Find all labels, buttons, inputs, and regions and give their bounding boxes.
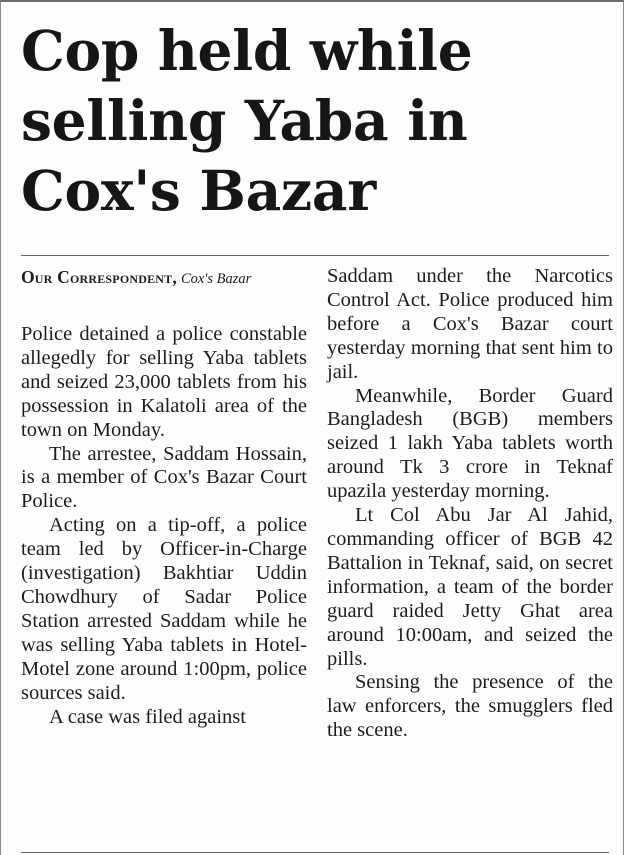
headline: Cop held while selling Yaba in Cox's Bazar — [21, 18, 473, 223]
article-paragraph: Lt Col Abu Jar Al Jahid, commanding officer of BGB 42 Battalion in Teknaf, said, on secret information, a team of the border guard raided Jetty Ghat area around 10:00am, and seized the pills. — [327, 504, 613, 670]
article-paragraph: The arrestee, Saddam Hossain, is a member of Cox's Bazar Court Police. — [21, 442, 307, 513]
article-paragraph: Saddam under the Narcotics Control Act. Police produced him before a Cox's Bazar court yesterday morning that sent him to jail. — [327, 265, 613, 383]
byline-name: Our Correspondent, — [21, 267, 177, 287]
article-paragraph: Meanwhile, Border Guard Bangladesh (BGB) members seized 1 lakh Yaba tablets worth around Tk 3 crore in Teknaf upazila yesterday morning. — [327, 384, 613, 503]
article-paragraph: Acting on a tip-off, a police team led by Officer-in-Charge (investigation) Bakhtiar Uddin Chowdhury of Sadar Police Station arrested Saddam while he was selling Yaba tablets in Hotel-Motel zone around 1:00pm, police sources said. — [21, 514, 307, 704]
byline — [21, 267, 307, 289]
article-paragraph: Sensing the presence of the law enforcers, the smugglers fled the scene. — [327, 671, 613, 742]
article-column-right — [327, 265, 613, 743]
article-paragraph: A case was filed against — [49, 705, 246, 728]
byline-place: Cox's Bazar — [180, 271, 252, 287]
bottom-divider — [21, 852, 609, 853]
article-column-left — [21, 267, 307, 729]
headline-divider — [21, 255, 609, 256]
article-paragraph: Police detained a police constable allegedly for selling Yaba tablets and seized 23,000 tablets from his possession in Kalatoli area of the town on Monday. — [21, 323, 307, 441]
